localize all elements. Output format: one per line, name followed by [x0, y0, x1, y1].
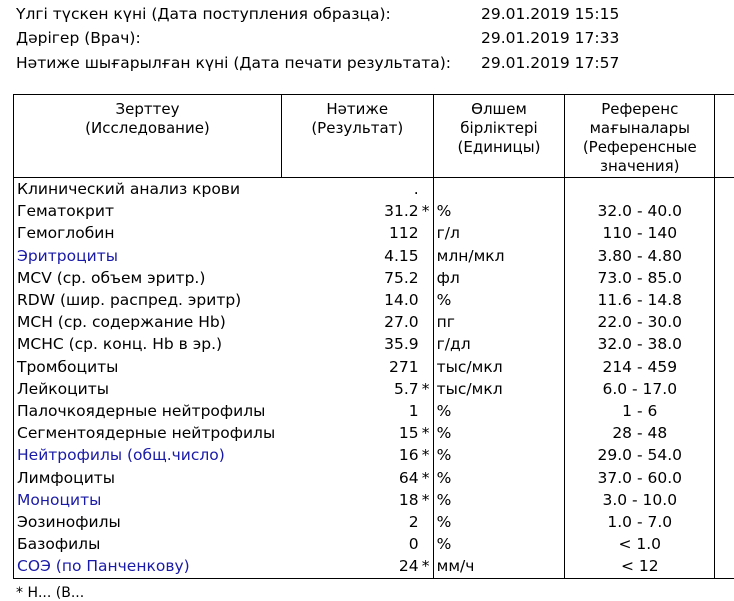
- result-value: 24: [399, 555, 419, 577]
- result-value: 31.2: [384, 200, 419, 222]
- table-row: [14, 555, 734, 578]
- unit-cell: %: [433, 467, 565, 489]
- unit-cell: тыс/мкл: [433, 378, 565, 400]
- received-value: 29.01.2019 15:15: [481, 4, 619, 25]
- col-header-study: Зерттеу (Исследование): [14, 95, 282, 178]
- extra-cell: [715, 333, 734, 355]
- test-name: MCHC (ср. конц. Hb в эр.): [14, 333, 282, 355]
- reference-cell: 73.0 - 85.0: [565, 267, 715, 289]
- result-cell: [281, 467, 433, 489]
- test-name: RDW (шир. распред. эритр): [14, 289, 282, 311]
- test-name: Лимфоциты: [14, 467, 282, 489]
- table-row: [14, 178, 734, 201]
- result-cell: [281, 555, 433, 578]
- table-row: [14, 467, 734, 489]
- results-table: [13, 94, 734, 579]
- table-row: [14, 200, 734, 222]
- extra-cell: [715, 378, 734, 400]
- footnote: * Н... (В...: [16, 585, 84, 601]
- extra-cell: [715, 467, 734, 489]
- unit-cell: %: [433, 489, 565, 511]
- table-row: [14, 511, 734, 533]
- abnormal-flag: *: [419, 555, 433, 577]
- unit-cell: %: [433, 400, 565, 422]
- result-cell: [281, 267, 433, 289]
- printed-label: Нәтиже шығарылған күні (Дата печати результата):: [16, 53, 451, 74]
- result-cell: [281, 311, 433, 333]
- result-value: 4.15: [384, 245, 419, 267]
- reference-cell: 32.0 - 38.0: [565, 333, 715, 355]
- result-cell: [281, 178, 433, 201]
- extra-cell: [715, 178, 734, 201]
- extra-cell: [715, 489, 734, 511]
- reference-cell: 28 - 48: [565, 422, 715, 444]
- abnormal-flag: *: [419, 489, 433, 511]
- extra-cell: [715, 555, 734, 578]
- abnormal-flag: *: [419, 378, 433, 400]
- table-header-row: [14, 95, 734, 178]
- doctor-value: 29.01.2019 17:33: [481, 28, 619, 49]
- doctor-label: Дәрігер (Врач):: [16, 28, 141, 49]
- reference-cell: [565, 178, 715, 201]
- test-name[interactable]: СОЭ (по Панченкову): [14, 555, 282, 578]
- result-cell: [281, 489, 433, 511]
- unit-cell: г/дл: [433, 333, 565, 355]
- col-header-extra: [715, 95, 734, 178]
- table-row: [14, 400, 734, 422]
- result-cell: [281, 200, 433, 222]
- result-cell: [281, 422, 433, 444]
- test-name[interactable]: Эритроциты: [14, 245, 282, 267]
- test-name: Тромбоциты: [14, 356, 282, 378]
- reference-cell: 3.0 - 10.0: [565, 489, 715, 511]
- printed-value: 29.01.2019 17:57: [481, 53, 619, 74]
- result-cell: [281, 533, 433, 555]
- test-name: Гематокрит: [14, 200, 282, 222]
- test-name: Лейкоциты: [14, 378, 282, 400]
- table-row: [14, 422, 734, 444]
- result-value: 112: [389, 222, 419, 244]
- reference-cell: < 12: [565, 555, 715, 578]
- result-cell: [281, 511, 433, 533]
- col-header-result: Нәтиже (Результат): [281, 95, 433, 178]
- test-name: MCV (ср. объем эритр.): [14, 267, 282, 289]
- table-row: [14, 444, 734, 466]
- abnormal-flag: *: [419, 200, 433, 222]
- abnormal-flag: *: [419, 422, 433, 444]
- table-row: [14, 222, 734, 244]
- result-cell: [281, 356, 433, 378]
- extra-cell: [715, 511, 734, 533]
- result-cell: [281, 333, 433, 355]
- test-name: Базофилы: [14, 533, 282, 555]
- extra-cell: [715, 245, 734, 267]
- test-name: Сегментоядерные нейтрофилы: [14, 422, 282, 444]
- result-cell: [281, 400, 433, 422]
- table-row: [14, 245, 734, 267]
- result-cell: [281, 444, 433, 466]
- reference-cell: 29.0 - 54.0: [565, 444, 715, 466]
- reference-cell: 3.80 - 4.80: [565, 245, 715, 267]
- result-value: 27.0: [384, 311, 419, 333]
- extra-cell: [715, 289, 734, 311]
- unit-cell: %: [433, 511, 565, 533]
- result-cell: [281, 378, 433, 400]
- result-value: 1: [409, 400, 419, 422]
- result-value: 16: [399, 444, 419, 466]
- result-cell: [281, 222, 433, 244]
- table-body: [14, 178, 734, 579]
- reference-cell: 37.0 - 60.0: [565, 467, 715, 489]
- unit-cell: фл: [433, 267, 565, 289]
- test-name[interactable]: Моноциты: [14, 489, 282, 511]
- table-row: [14, 356, 734, 378]
- result-cell: [281, 245, 433, 267]
- table-row: [14, 289, 734, 311]
- reference-cell: 1.0 - 7.0: [565, 511, 715, 533]
- reference-cell: 1 - 6: [565, 400, 715, 422]
- abnormal-flag: *: [419, 467, 433, 489]
- reference-cell: 214 - 459: [565, 356, 715, 378]
- extra-cell: [715, 356, 734, 378]
- test-name: Эозинофилы: [14, 511, 282, 533]
- table-row: [14, 378, 734, 400]
- unit-cell: %: [433, 422, 565, 444]
- extra-cell: [715, 400, 734, 422]
- result-value: 18: [399, 489, 419, 511]
- result-value: 5.7: [394, 378, 419, 400]
- col-header-units: Өлшем бірліктері (Единицы): [433, 95, 565, 178]
- reference-cell: 32.0 - 40.0: [565, 200, 715, 222]
- table-row: [14, 533, 734, 555]
- result-value: 75.2: [384, 267, 419, 289]
- extra-cell: [715, 200, 734, 222]
- test-name[interactable]: Нейтрофилы (общ.число): [14, 444, 282, 466]
- result-value: 64: [399, 467, 419, 489]
- unit-cell: %: [433, 444, 565, 466]
- extra-cell: [715, 533, 734, 555]
- unit-cell: млн/мкл: [433, 245, 565, 267]
- unit-cell: г/л: [433, 222, 565, 244]
- table-row: [14, 333, 734, 355]
- extra-cell: [715, 311, 734, 333]
- test-name: Клинический анализ крови: [14, 178, 282, 201]
- received-label: Үлгі түскен күні (Дата поступления образца):: [16, 4, 391, 25]
- extra-cell: [715, 444, 734, 466]
- test-name: MCH (ср. содержание Hb): [14, 311, 282, 333]
- result-cell: [281, 289, 433, 311]
- extra-cell: [715, 222, 734, 244]
- unit-cell: мм/ч: [433, 555, 565, 578]
- test-name: Гемоглобин: [14, 222, 282, 244]
- table-row: [14, 489, 734, 511]
- unit-cell: [433, 178, 565, 201]
- extra-cell: [715, 422, 734, 444]
- result-value: 2: [409, 511, 419, 533]
- unit-cell: %: [433, 533, 565, 555]
- col-header-reference: Референс мағыналары (Референсные значения): [565, 95, 715, 178]
- result-value: 0: [409, 533, 419, 555]
- reference-cell: 110 - 140: [565, 222, 715, 244]
- unit-cell: тыс/мкл: [433, 356, 565, 378]
- test-name: Палочкоядерные нейтрофилы: [14, 400, 282, 422]
- unit-cell: пг: [433, 311, 565, 333]
- table-row: [14, 311, 734, 333]
- result-value: 35.9: [384, 333, 419, 355]
- result-value: 15: [399, 422, 419, 444]
- result-value: 14.0: [384, 289, 419, 311]
- reference-cell: 22.0 - 30.0: [565, 311, 715, 333]
- abnormal-flag: *: [419, 444, 433, 466]
- reference-cell: < 1.0: [565, 533, 715, 555]
- unit-cell: %: [433, 289, 565, 311]
- reference-cell: 6.0 - 17.0: [565, 378, 715, 400]
- extra-cell: [715, 267, 734, 289]
- table-row: [14, 267, 734, 289]
- result-value: .: [414, 178, 419, 200]
- unit-cell: %: [433, 200, 565, 222]
- reference-cell: 11.6 - 14.8: [565, 289, 715, 311]
- result-value: 271: [389, 356, 419, 378]
